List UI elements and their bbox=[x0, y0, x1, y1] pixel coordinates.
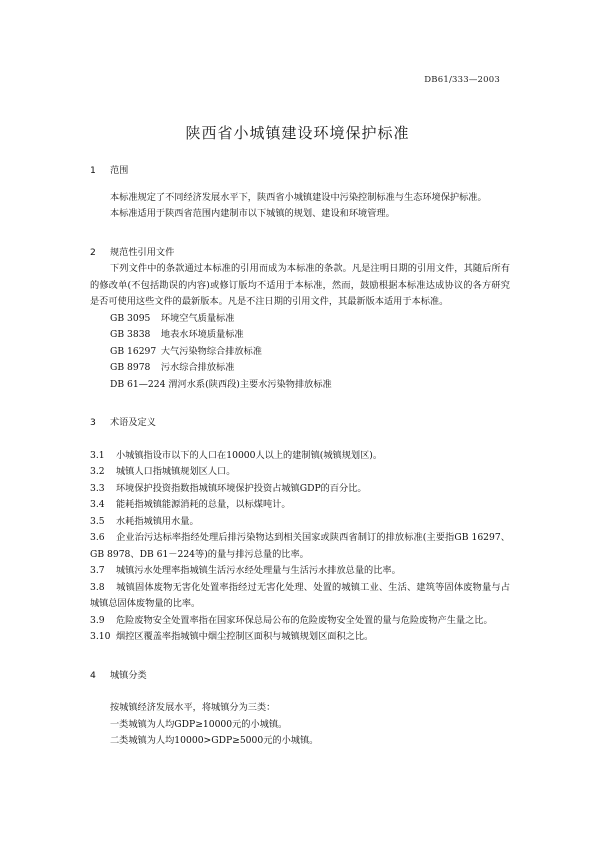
section-number: 2 bbox=[90, 246, 96, 258]
section-number: 4 bbox=[90, 669, 96, 681]
section-3-heading bbox=[90, 415, 510, 432]
term-text: 城镇固体废物无害化处置率指经过无害化处理、处置的城镇工业、生活、建筑等固体废物量与占城镇总固体废物量的比率。 bbox=[90, 581, 510, 609]
term-item bbox=[90, 464, 510, 481]
term-text: 能耗指城镇能源消耗的总量，以标煤吨计。 bbox=[116, 499, 291, 510]
reference-code: GB 3095 bbox=[110, 312, 151, 324]
document-code: DB61/333—2003 bbox=[424, 75, 500, 85]
term-text: 水耗指城镇用水量。 bbox=[116, 515, 199, 527]
term-number: 3.1 bbox=[90, 449, 105, 461]
reference-name: 大气污染物综合排放标准 bbox=[160, 345, 262, 357]
term-number: 3.2 bbox=[90, 466, 105, 477]
reference-name: 环境空气质量标准 bbox=[160, 312, 235, 324]
section-2-paragraph: 下列文件中的条款通过本标准的引用而成为本标准的条款。凡是注明日期的引用文件，其随后所有的修改单(不包括勘误的内容)或修订版均不适用于本标准，然而，鼓励根据本标准达成协议的各方研究是否可使用这些文件的最新版本。凡是不注日期的引用文件，其最新版本适用于本标准。 bbox=[90, 263, 510, 307]
terms-list bbox=[90, 448, 510, 646]
reference-item bbox=[90, 344, 510, 361]
section-number: 1 bbox=[90, 165, 96, 176]
term-item bbox=[90, 613, 510, 630]
term-item bbox=[90, 497, 510, 514]
classification-intro: 按城镇经济发展水平，将城镇分为三类： bbox=[110, 702, 276, 713]
term-number: 3.4 bbox=[90, 499, 105, 510]
term-text: 城镇人口指城镇规划区人口。 bbox=[116, 466, 236, 477]
reference-code: GB 8978 bbox=[110, 362, 151, 373]
term-number: 3.10 bbox=[90, 631, 111, 642]
term-text: 城镇污水处理率指城镇生活污水经处理量与生活污水排放总量的比率。 bbox=[116, 565, 401, 576]
term-text: 企业治污达标率指经处理后排污染物达到相关国家或陕西省制订的排放标准(主要指GB 16297、GB 8978、DB 61－224等)的量与排污总量的比率。 bbox=[90, 532, 510, 560]
document-body bbox=[90, 163, 510, 750]
term-number: 3.8 bbox=[90, 581, 105, 593]
term-text: 危险废物安全处置率指在国家环保总局公布的危险废物安全处置的量与危险废物产生量之比。 bbox=[116, 614, 493, 626]
term-item bbox=[90, 448, 510, 465]
section-title: 术语及定义 bbox=[110, 417, 156, 428]
term-number: 3.5 bbox=[90, 515, 105, 527]
classification-class-1: 一类城镇为人均GDP≥10000元的小城镇。 bbox=[110, 718, 288, 730]
section-title: 规范性引用文件 bbox=[110, 246, 175, 258]
reference-code: GB 3838 bbox=[110, 329, 151, 340]
reference-name: 渭河水系(陕西段)主要水污染物排放标准 bbox=[168, 378, 332, 390]
reference-item bbox=[90, 377, 510, 394]
term-number: 3.7 bbox=[90, 565, 105, 576]
term-item bbox=[90, 481, 510, 498]
term-item bbox=[90, 629, 510, 646]
term-text: 环境保护投资指数指城镇环境保护投资占城镇GDP的百分比。 bbox=[116, 482, 367, 494]
section-4-heading bbox=[90, 668, 510, 685]
reference-item bbox=[90, 327, 510, 344]
term-number: 3.6 bbox=[90, 532, 105, 543]
term-item bbox=[90, 514, 510, 531]
term-number: 3.3 bbox=[90, 482, 105, 494]
reference-name: 污水综合排放标准 bbox=[160, 362, 235, 373]
reference-item bbox=[90, 311, 510, 328]
reference-code: GB 16297 bbox=[110, 345, 157, 357]
document-title: 陕西省小城镇建设环境保护标准 bbox=[185, 124, 410, 142]
term-item bbox=[90, 563, 510, 580]
section-2-heading bbox=[90, 245, 510, 262]
reference-name: 地表水环境质量标准 bbox=[160, 329, 244, 340]
section-number: 3 bbox=[90, 417, 96, 428]
section-1-paragraph-1: 本标准规定了不同经济发展水平下，陕西省小城镇建设中污染控制标准与生态环境保护标准。 bbox=[110, 191, 487, 203]
section-title: 范围 bbox=[110, 165, 129, 176]
section-1-heading bbox=[90, 163, 510, 180]
term-text: 烟控区覆盖率指城镇中烟尘控制区面积与城镇规划区面积之比。 bbox=[116, 631, 374, 642]
section-title: 城镇分类 bbox=[110, 669, 147, 681]
term-text: 小城镇指设市以下的人口在10000人以上的建制镇(城镇规划区)。 bbox=[116, 449, 383, 461]
term-item bbox=[90, 530, 510, 563]
term-number: 3.9 bbox=[90, 614, 105, 626]
reference-list bbox=[90, 311, 510, 394]
reference-code: DB 61—224 bbox=[110, 378, 166, 390]
classification-class-2: 二类城镇为人均10000>GDP≥5000元的小城镇。 bbox=[110, 735, 319, 746]
term-item bbox=[90, 580, 510, 613]
reference-item bbox=[90, 360, 510, 377]
section-1-paragraph-2: 本标准适用于陕西省范围内建制市以下城镇的规划、建设和环境管理。 bbox=[110, 208, 395, 219]
